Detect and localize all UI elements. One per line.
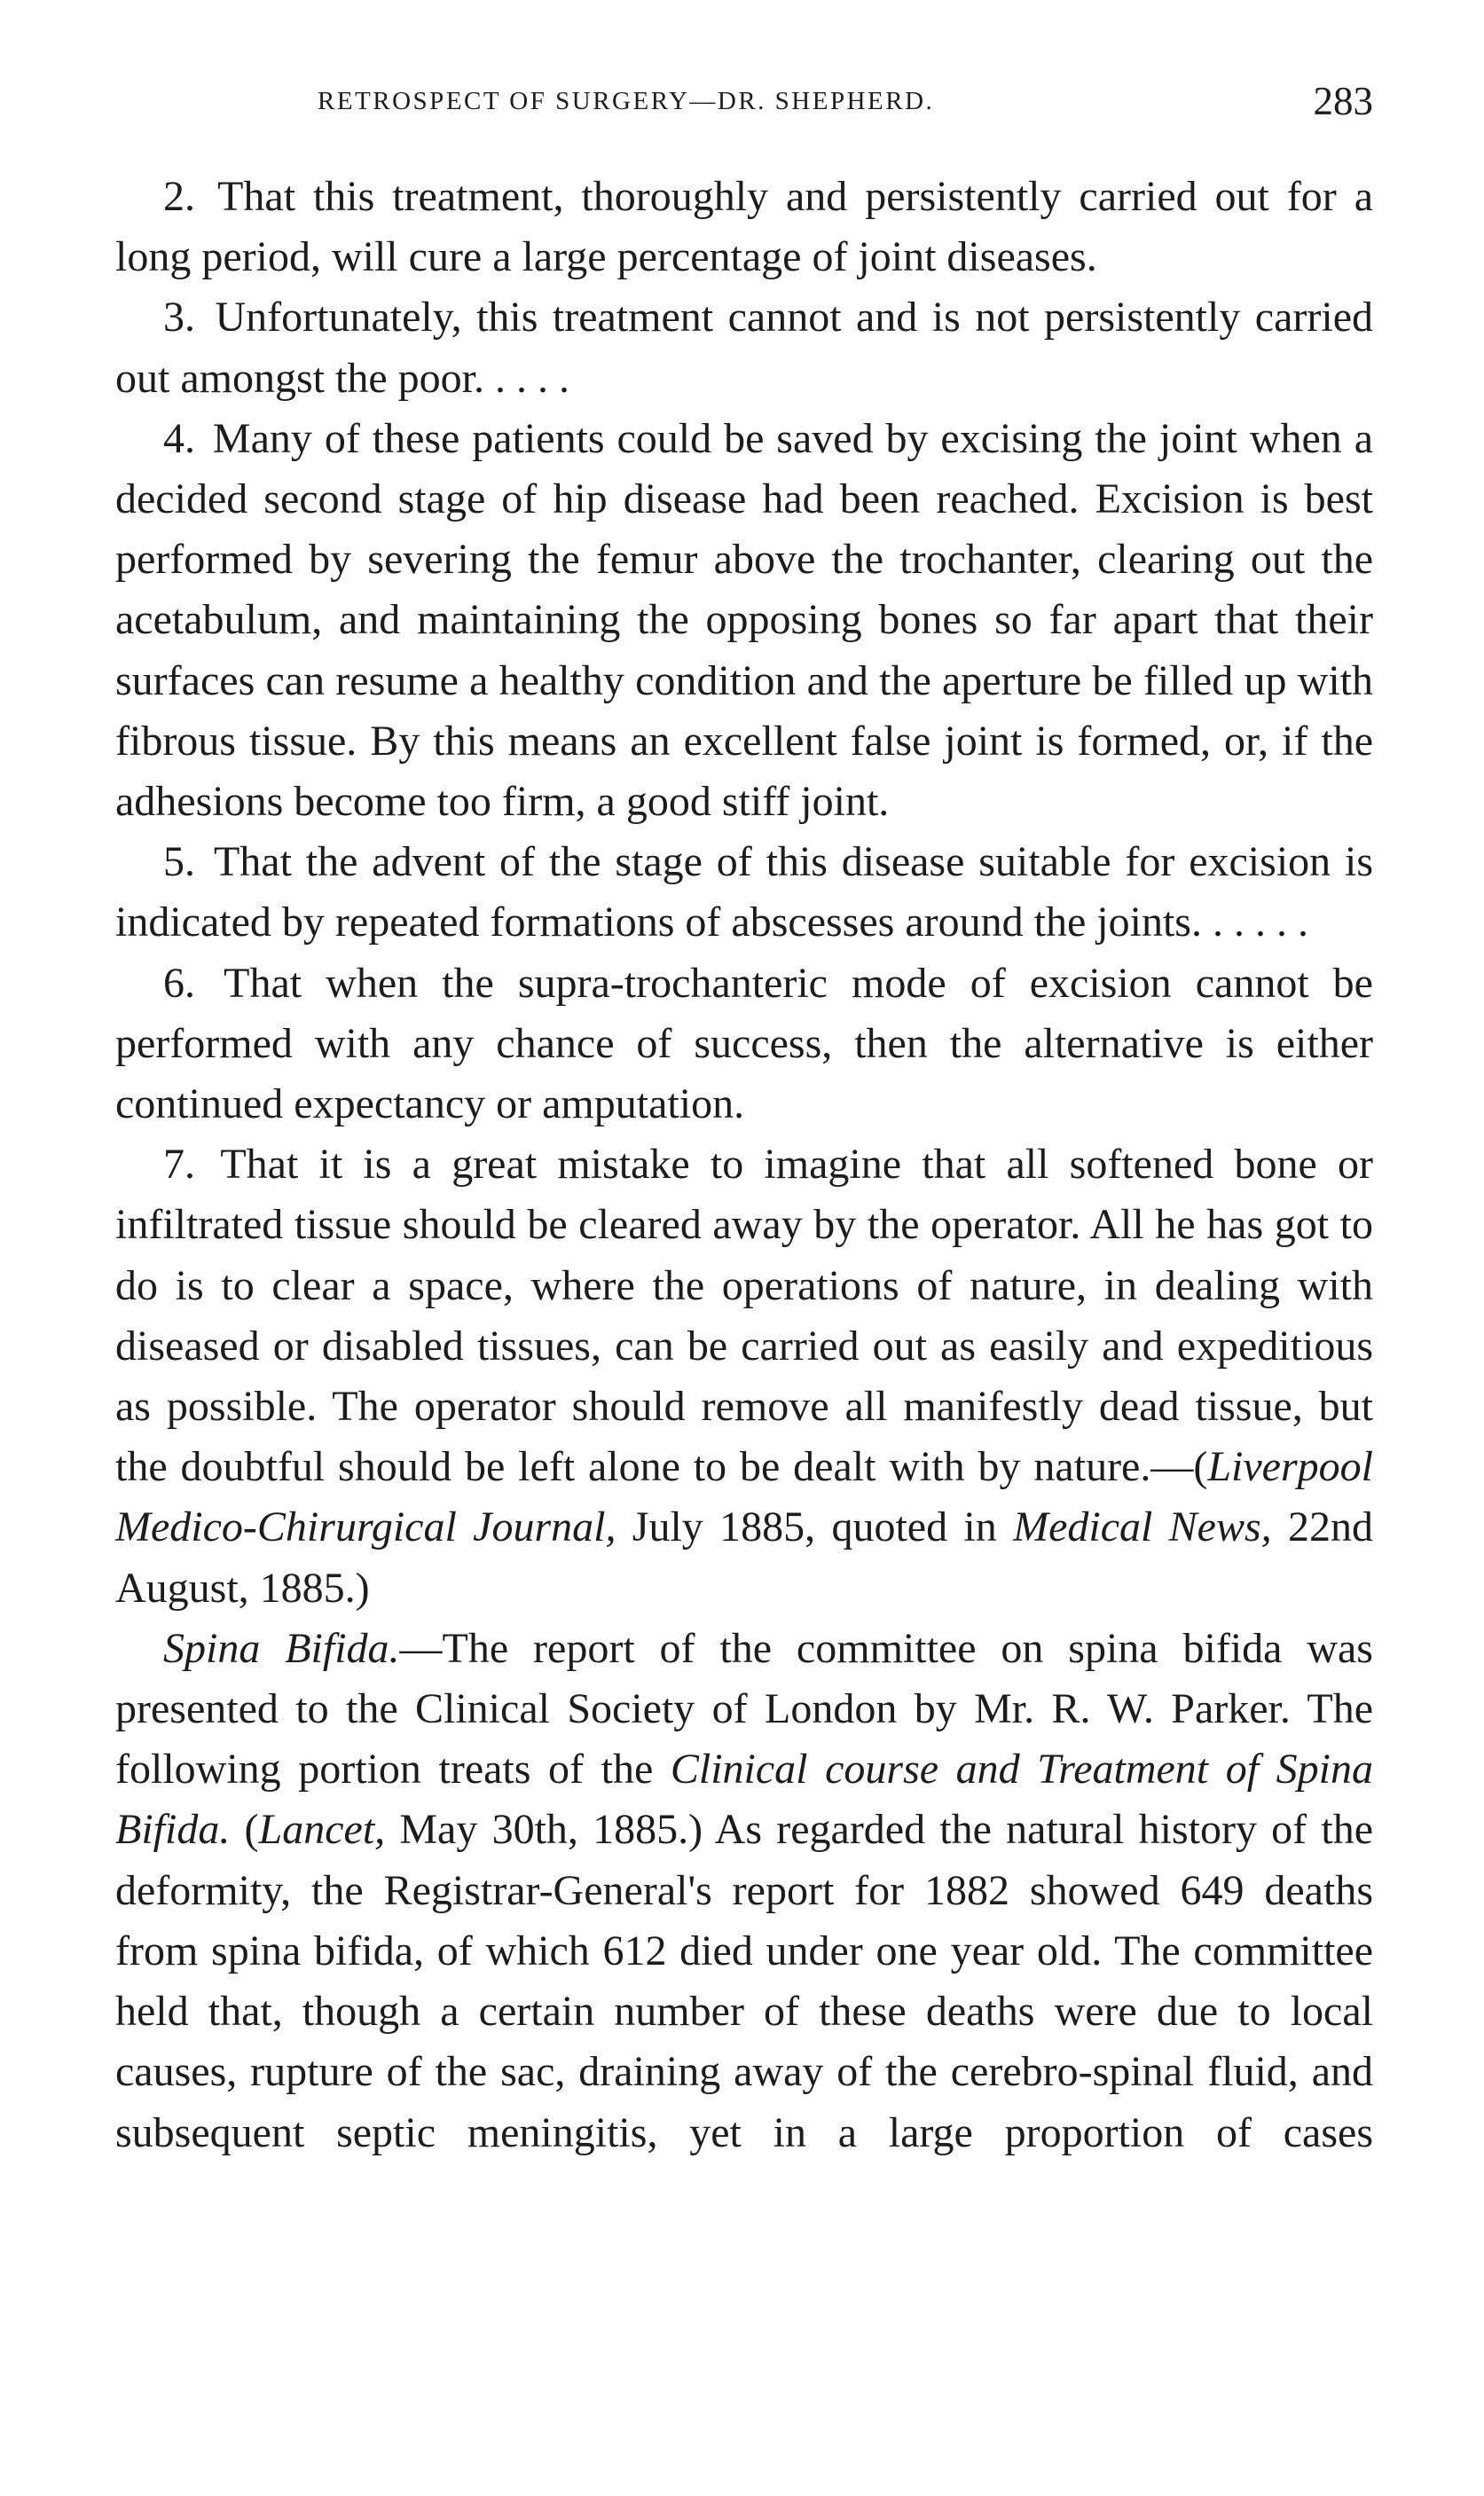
item-number: 2. <box>163 173 195 220</box>
item-number: 6. <box>163 959 195 1007</box>
paragraph-spina-bifida <box>115 1619 1373 2163</box>
item-text: That this treatment, thoroughly and persistently carried out for a long period, will cure a large percentage of joint diseases. <box>115 173 1373 281</box>
lancet-open: ( <box>230 1806 259 1854</box>
spina-intro: —The report of the committee on spina bifida was presented to the Clinical Society of London by Mr. R. W. Parker. The following portion treats of the <box>115 1624 1373 1794</box>
citation-journal: Liverpool Medico-Chirurgical Journal, <box>115 1443 1373 1551</box>
section-heading: Spina Bifida. <box>163 1624 400 1672</box>
citation-source-date: 22nd August, 1885.) <box>115 1503 1374 1612</box>
item-number: 7. <box>163 1141 195 1189</box>
course-title: Clinical course and Treatment of Spina Bifida. <box>115 1746 1373 1854</box>
lancet-date: May 30th, 1885.) <box>385 1806 703 1854</box>
spina-rest: As regarded the natural history of the deformity, the Registrar-General's report for 1882 showed 649 deaths from spina bifida, of which 612 died under one year old. The committee held that, though a certain number of these deaths were due to local causes, rupture of the sac, draining away of the cerebro-spinal fluid, and subsequent septic meningitis, yet in a large proportion of cases <box>115 1806 1374 2156</box>
citation-source: Medical News, <box>1013 1503 1272 1551</box>
citation-date: July 1885, quoted in <box>616 1503 1014 1551</box>
paragraph-item-5 <box>115 832 1373 953</box>
running-title: RETROSPECT OF SURGERY—DR. SHEPHERD. <box>318 87 935 115</box>
page <box>115 78 1373 2163</box>
item-number: 5. <box>163 838 195 886</box>
lancet-title: Lancet, <box>258 1806 386 1854</box>
paragraph-item-6 <box>115 954 1373 1135</box>
citation-open-paren: ( <box>1193 1443 1208 1491</box>
item-text: That it is a great mistake to imagine that all softened bone or infiltrated tissue should be cleared away by the operator. All he has got to do is to clear a space, where the operations of nature, in dealing with diseased or disabled tissues, can be carried out as easily and expeditious as possible. The operator should remove all manifestly dead tissue, but the doubtful should be left alone to be dealt with by nature.— <box>115 1141 1373 1491</box>
paragraph-item-3 <box>115 287 1373 408</box>
item-number: 3. <box>163 294 195 341</box>
paragraph-item-2 <box>115 167 1373 287</box>
item-text: Unfortunately, this treatment cannot and is not persistently carried out amongst the poor. . . . . <box>115 294 1374 402</box>
body-text <box>115 167 1373 2163</box>
paragraph-item-7 <box>115 1134 1373 1619</box>
item-text: Many of these patients could be saved by excising the joint when a decided second stage of hip disease had been reached. Excision is best performed by severing the femur above the trochanter, clearing out the acetabulum, and maintaining the opposing bones so far apart that their surfaces can resume a healthy condition and the aperture be filled up with fibrous tissue. By this means an excellent false joint is formed, or, if the adhesions become too firm, a good stiff joint. <box>115 414 1373 826</box>
page-number: 283 <box>1313 79 1373 123</box>
item-text: That when the supra-trochanteric mode of excision cannot be performed with any chance of success, then the alternative is either continued expectancy or amputation. <box>115 959 1373 1128</box>
running-head <box>115 78 1373 140</box>
paragraph-item-4 <box>115 409 1373 832</box>
item-text: That the advent of the stage of this disease suitable for excision is indicated by repeated formations of abscesses around the joints. . . . . . <box>115 838 1374 946</box>
item-number: 4. <box>163 414 195 462</box>
